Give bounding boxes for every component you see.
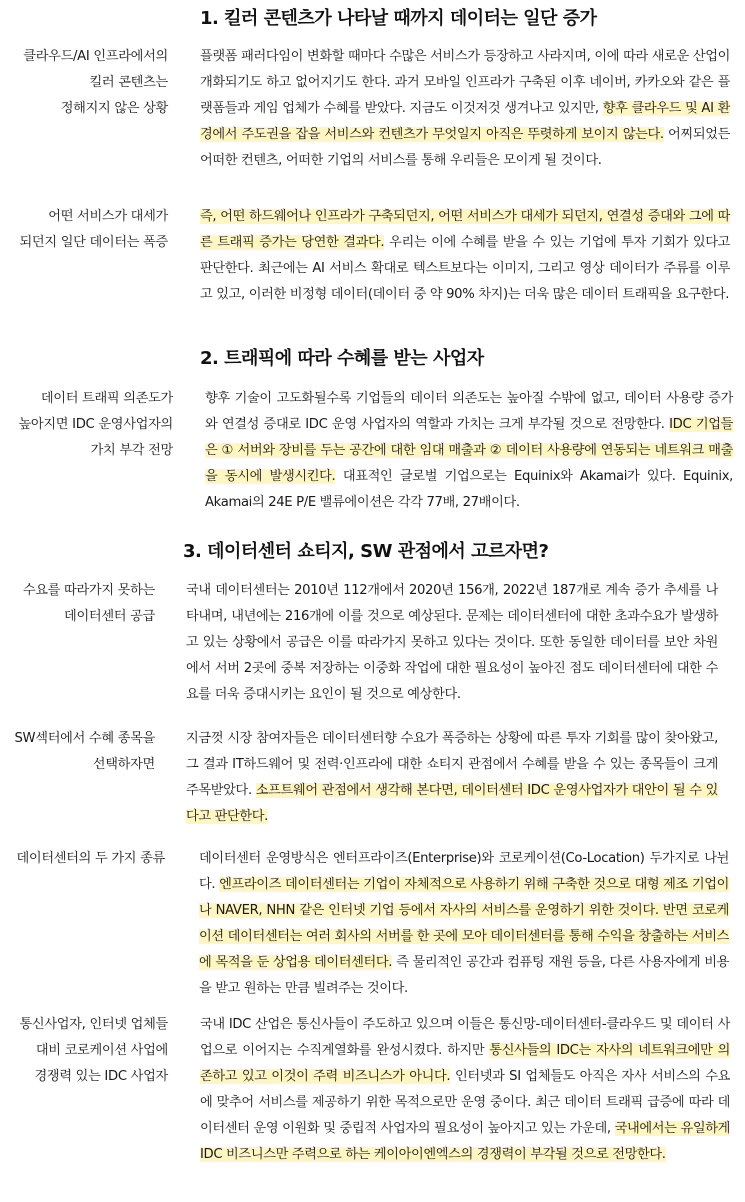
section-title-2: 2. 트래픽에 따라 수혜를 받는 사업자 [200, 348, 484, 369]
highlighted-text: IDC 기업들은 ① 서버와 장비를 두는 공간에 대한 임대 매출과 ② 데이터 사용량에 연동되는 네트워크 매출을 동시에 발생시킨다. [205, 417, 733, 484]
side-label [23, 578, 155, 630]
side-label [19, 1012, 168, 1090]
body-paragraph [200, 204, 730, 308]
paragraph-text: 국내 데이터센터는 2010년 112개에서 2020년 156개, 2022년 187개로 계속 증가 추세를 나타내며, 내년에는 216개에 이를 것으로 예상된다. 문제는 데이터센터에 대한 초과수요가 발생하고 있는 상황에서 공급은 이를 따라가지 못하고 있다는 것이다. 또한 동일한 데이터를 보안 차원에서 서버 2곳에 중복 저장하는 이중화 작업에 대한 필요성이 높아진 점도 데이터센터에 대한 수요를 더욱 증대시키는 요인이 될 것으로 예상한다. [186, 583, 718, 702]
paragraph-text: 지금껏 시장 참여자들은 데이터센터향 수요가 폭증하는 상황에 따른 투자 기회를 많이 찾아왔고, 그 결과 IT하드웨어 및 전력·인프라에 대한 쇼티지 관점에서 수혜를 받을 수 있는 종목들이 크게 주목받았다. [186, 731, 718, 798]
side-label-line: 선택하자면 [92, 757, 155, 772]
side-label [14, 726, 155, 778]
side-label [23, 44, 168, 122]
paragraph-text: 어찌되었든 어떠한 컨텐츠, 어떠한 기업의 서비스를 통해 우리들은 모이게 될 것이다. [200, 127, 730, 168]
highlighted-text: 즉, 어떤 하드웨어나 인프라가 구축되던지, 어떤 서비스가 대세가 되던지, 연결성 증대와 그에 따른 트래픽 증가는 당연한 결과다. [200, 209, 730, 250]
side-label-line: 경쟁력 있는 IDC 사업자 [34, 1069, 168, 1084]
side-label-line: 어떤 서비스가 대세가 [48, 209, 168, 224]
section-title-3: 3. 데이터센터 쇼티지, SW 관점에서 고르자면? [183, 541, 549, 562]
paragraph-text: 데이터센터 운영방식은 엔터프라이즈(Enterprise)와 코로케이션(Co-Location) 두가지로 나뉜다. [199, 851, 729, 892]
body-paragraph [186, 726, 718, 830]
paragraph-text: 향후 기술이 고도화될수록 기업들의 데이터 의존도는 높아질 수밖에 없고, 데이터 사용량 증가와 연결성 증대로 IDC 운영 사업자의 역할과 가치는 크게 부각될 것으로 전망한다. [205, 391, 733, 432]
paragraph-text: 우리는 이에 수혜를 받을 수 있는 기업에 투자 기회가 있다고 판단한다. 최근에는 AI 서비스 확대로 텍스트보다는 이미지, 그리고 영상 데이터가 주류를 이루고 있고, 이러한 비정형 데이터(데이터 중 약 90% 차지)는 더욱 많은 데이터 트래픽을 요구한다. [200, 235, 730, 302]
side-label-line: 높아지면 IDC 운영사업자의 [18, 417, 173, 432]
section-title-1: 1. 킬러 콘텐츠가 나타날 때까지 데이터는 일단 증가 [200, 8, 597, 29]
side-label-line: 통신사업자, 인터넷 업체들 [19, 1017, 168, 1032]
paragraph-text: 국내 IDC 산업은 통신사들이 주도하고 있으며 이들은 통신망-데이터센터-클라우드 및 데이터 사업으로 이어지는 수직계열화를 완성시켰다. 하지만 [200, 1017, 730, 1058]
side-label-line: 데이터센터 공급 [64, 609, 155, 624]
side-label-line: 수요를 따라가지 못하는 [22, 583, 155, 598]
body-paragraph [200, 1012, 730, 1168]
paragraph-text: 대표적인 글로벌 기업으로는 Equinix와 Akamai가 있다. Equinix, Akamai의 24E P/E 밸류에이션은 각각 77배, 27배이다. [205, 469, 733, 510]
paragraph-text: 즉 물리적인 공간과 컴퓨팅 재원 등을, 다른 사용자에게 비용을 받고 원하는 만큼 빌려주는 것이다. [199, 955, 729, 996]
side-label-line: 데이터센터의 두 가지 종류 [16, 851, 165, 866]
side-label-line: 정해지지 않은 상황 [60, 101, 168, 116]
side-label-line: 데이터 트래픽 의존도가 [40, 391, 173, 406]
side-label [18, 386, 173, 464]
paragraph-text: 인터넷과 SI 업체들도 아직은 자사 서비스의 수요에 맞추어 서비스를 제공하기 위한 목적으로만 운영 중이다. 최근 데이터 트래픽 급증에 따라 데이터센터 운영 이원화 및 중립적 사업자의 필요성이 높아지고 있는 가운데, [200, 1069, 730, 1136]
side-label-line: 가치 부각 전망 [90, 443, 173, 458]
side-label [19, 204, 168, 256]
highlighted-text: 통신사들의 IDC는 자사의 네트워크에만 의존하고 있고 이것이 주력 비즈니스가 아니다. [200, 1043, 730, 1084]
body-paragraph [186, 578, 718, 708]
highlighted-text: 향후 클라우드 및 AI 환경에서 주도권을 잡을 서비스와 컨텐츠가 무엇일지 아직은 뚜렷하게 보이지 않는다. [200, 101, 730, 142]
body-paragraph [199, 846, 729, 1002]
side-label-line: 되던지 일단 데이터는 폭증 [19, 235, 168, 250]
highlighted-text: 국내에서는 유일하게 IDC 비즈니스만 주력으로 하는 케이아이엔엑스의 경쟁력이 부각될 것으로 전망한다. [200, 1121, 731, 1162]
highlighted-text: 소프트웨어 관점에서 생각해 본다면, 데이터센터 IDC 운영사업자가 대안이 될 수 있다고 판단한다. [186, 783, 718, 824]
side-label-line: 킬러 콘텐츠는 [89, 75, 168, 90]
highlighted-text: 엔프라이즈 데이터센터는 기업이 자체적으로 사용하기 위해 구축한 것으로 대형 제조 기업이나 NAVER, NHN 같은 인터넷 기업 등에서 자사의 서비스를 운영하기 위한 것이다. 반면 코로케이션 데이터센터는 여러 회사의 서버를 한 곳에 모아 데이터센터를 통해 수익을 창출하는 서비스에 목적을 둔 상업용 데이터센터다. [199, 877, 729, 970]
side-label-line: SW섹터에서 수혜 종목을 [14, 731, 155, 746]
side-label [16, 846, 165, 872]
body-paragraph [205, 386, 733, 516]
side-label-line: 대비 코로케이션 사업에 [35, 1043, 168, 1058]
body-paragraph [200, 44, 730, 174]
paragraph-text: 플랫폼 패러다임이 변화할 때마다 수많은 서비스가 등장하고 사라지며, 이에 따라 새로운 산업이 개화되기도 하고 없어지기도 한다. 과거 모바일 인프라가 구축된 이후 네이버, 카카오와 같은 플랫폼들과 게임 업체가 수혜를 받았다. 지금도 이것저것 생겨나고 있지만, [200, 49, 730, 116]
side-label-line: 클라우드/AI 인프라에서의 [23, 49, 168, 64]
